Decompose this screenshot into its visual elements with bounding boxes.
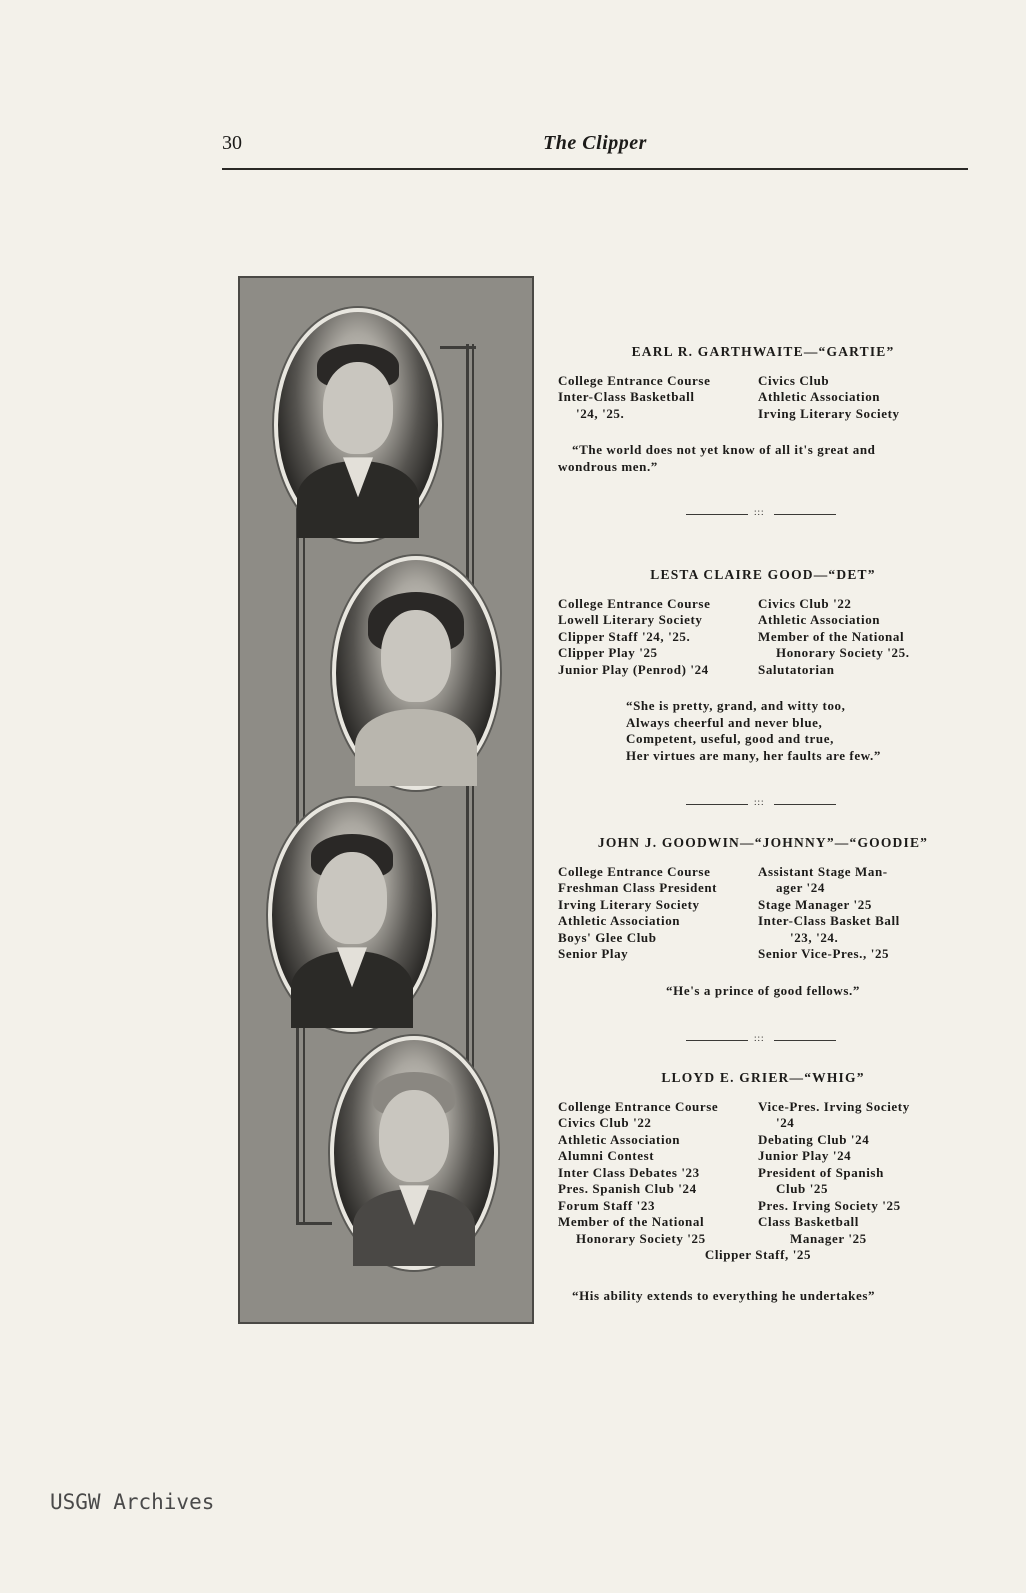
portrait-garthwaite	[274, 308, 442, 542]
activity: Salutatorian	[758, 661, 835, 677]
archive-watermark: USGW Archives	[50, 1490, 215, 1514]
section-divider: :::	[686, 800, 836, 810]
portrait-goodwin	[268, 798, 436, 1032]
activity: Member of the National	[758, 628, 905, 644]
quote: “He's a prince of good fellows.”	[666, 982, 860, 998]
activity: Debating Club '24	[758, 1131, 870, 1147]
activity: Irving Literary Society	[758, 405, 900, 421]
activity: Honorary Society '25	[576, 1230, 706, 1246]
activity: Member of the National	[558, 1214, 705, 1229]
activity: Inter Class Debates '23	[558, 1164, 700, 1180]
portrait-good	[332, 556, 500, 790]
quote: “The world does not yet know of all it's great and wondrous men.”	[558, 442, 876, 474]
activities-left	[558, 1099, 758, 1248]
quote: “She is pretty, grand, and witty too, Always cheerful and never blue, Competent, useful, good and true, Her virtues are many, her faults are few.”	[626, 698, 881, 763]
entry-good	[558, 567, 968, 764]
student-name: JOHN J. GOODWIN—“JOHNNY”—“GOODIE”	[597, 835, 929, 850]
activity: Clipper Play '25	[558, 645, 658, 660]
activity: Civics Club	[758, 372, 830, 388]
activity: Class Basketball	[758, 1214, 859, 1229]
activity: '24, '25.	[576, 405, 625, 421]
activity: Clipper Staff, '25	[704, 1247, 812, 1262]
activities-left	[558, 373, 758, 423]
entry-grier	[558, 1070, 968, 1304]
section-divider: :::	[686, 1036, 836, 1046]
activity: Lowell Literary Society	[558, 612, 703, 627]
activity: Manager '25	[790, 1230, 867, 1246]
activity: Forum Staff '23	[558, 1197, 656, 1213]
student-name: LESTA CLAIRE GOOD—“DET”	[650, 567, 876, 582]
activity: Junior Play (Penrod) '24	[558, 661, 709, 677]
activity: Vice-Pres. Irving Society	[758, 1098, 910, 1114]
activity: Athletic Association	[758, 389, 881, 404]
entry-garthwaite	[558, 344, 968, 475]
activity: Athletic Association	[558, 913, 681, 928]
portrait-panel	[238, 276, 534, 1324]
activities-left	[558, 596, 758, 679]
activity: Collenge Entrance Course	[558, 1098, 719, 1114]
activity: Boys' Glee Club	[558, 929, 657, 945]
activity: College Entrance Course	[558, 372, 711, 388]
activity: Junior Play '24	[758, 1148, 852, 1163]
activity: Civics Club '22	[758, 595, 852, 611]
activity: Athletic Association	[758, 612, 881, 627]
activity: Club '25	[776, 1181, 829, 1196]
activity: Pres. Irving Society '25	[758, 1197, 901, 1213]
activity: Freshman Class President	[558, 880, 718, 895]
activity: '23, '24.	[790, 929, 839, 945]
entry-goodwin	[558, 835, 968, 999]
activity: Honorary Society '25.	[776, 645, 910, 660]
student-name: LLOYD E. GRIER—“WHIG”	[661, 1070, 865, 1085]
activity: Clipper Staff '24, '25.	[558, 628, 691, 644]
activity: Civics Club '22	[558, 1115, 652, 1130]
page-header	[222, 128, 968, 170]
activity: '24	[776, 1115, 795, 1130]
activity: Alumni Contest	[558, 1148, 655, 1163]
activity: Irving Literary Society	[558, 896, 700, 912]
student-name: EARL R. GARTHWAITE—“GARTIE”	[631, 344, 895, 359]
activities-left	[558, 864, 758, 963]
section-divider: :::	[686, 510, 836, 520]
activities-right	[758, 373, 958, 423]
page-number: 30	[222, 132, 242, 154]
running-title: The Clipper	[543, 132, 647, 154]
activities-right	[758, 864, 958, 963]
activity: ager '24	[776, 880, 825, 895]
activity: Senior Play	[558, 946, 629, 961]
activity: College Entrance Course	[558, 863, 711, 879]
activities-right	[758, 1099, 958, 1248]
activity: Stage Manager '25	[758, 896, 872, 912]
activity: Inter-Class Basketball	[558, 389, 695, 404]
activity: Assistant Stage Man-	[758, 863, 888, 879]
activities-right	[758, 596, 958, 679]
activity: Senior Vice-Pres., '25	[758, 946, 890, 961]
activity: Inter-Class Basket Ball	[758, 913, 900, 928]
activity: College Entrance Course	[558, 595, 711, 611]
activity: President of Spanish	[758, 1164, 884, 1180]
portrait-grier	[330, 1036, 498, 1270]
activity: Athletic Association	[558, 1131, 681, 1147]
quote: “His ability extends to everything he undertakes”	[572, 1287, 876, 1303]
activity: Pres. Spanish Club '24	[558, 1181, 697, 1196]
